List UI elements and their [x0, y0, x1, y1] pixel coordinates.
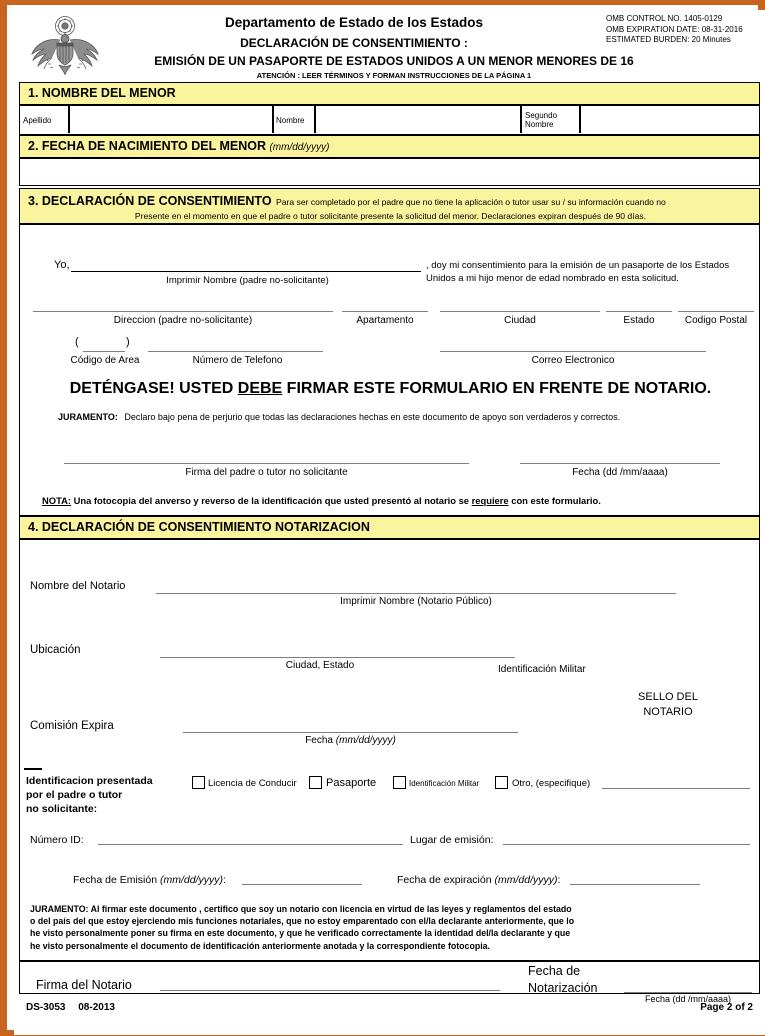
form-title-line-2: EMISIÓN DE UN PASAPORTE DE ESTADOS UNIDOS A UN MENOR MENORES DE 16	[154, 54, 634, 68]
section-4-header	[19, 516, 760, 539]
input-correo-electronico[interactable]	[440, 337, 706, 350]
agency-title: Departamento de Estado de los Estados	[224, 15, 484, 30]
rule-codigo-postal	[678, 311, 754, 312]
rule-estado	[606, 311, 672, 312]
input-fecha-emision[interactable]	[242, 871, 362, 884]
input-nombre-notario[interactable]	[156, 578, 676, 593]
input-numero-telefono[interactable]	[148, 337, 323, 350]
caption-ciudad: Ciudad	[504, 315, 536, 326]
notary-oath-label: JURAMENTO:	[30, 904, 89, 914]
stop-notice	[20, 380, 761, 398]
caption-apartamento: Apartamento	[356, 315, 414, 326]
notary-oath-line-1	[30, 903, 752, 915]
input-comision-expira[interactable]	[183, 717, 518, 732]
label-fecha-emision	[73, 874, 226, 886]
caption-estado: Estado	[623, 315, 655, 326]
section-4-title: 4. DECLARACIÓN DE CONSENTIMIENTO NOTARIZACION	[28, 520, 370, 534]
rule-fecha-emision	[242, 884, 362, 885]
section-3-body	[19, 224, 760, 516]
nota-text-a: Una fotocopia del anverso y reverso de la identificación que usted presentó al notario se	[71, 495, 472, 506]
input-codigo-area[interactable]	[83, 337, 125, 350]
paren-close: )	[126, 336, 130, 348]
section-4-body	[19, 539, 760, 1004]
nota-emphasis: requiere	[471, 495, 509, 506]
checkbox-pasaporte[interactable]	[309, 776, 322, 789]
checkbox-label-licencia-de-conducir[interactable]: Licencia de Conducir	[208, 778, 297, 789]
input-imprimir-nombre[interactable]	[71, 255, 421, 270]
input-direccion[interactable]	[33, 297, 333, 310]
label-segundo-nombre	[525, 111, 577, 129]
divider-notary-signature	[20, 960, 759, 962]
caption-imprimir-nombre: Imprimir Nombre (padre no-solicitante)	[166, 275, 329, 286]
label-fecha-notarizacion	[528, 963, 638, 997]
caption-fecha-comision-label: Fecha	[305, 735, 336, 746]
rule-fecha-firma	[520, 463, 720, 464]
caption-fecha-comision	[183, 735, 518, 746]
rule-apartamento	[342, 311, 428, 312]
section-2-format-hint: (mm/dd/yyyy)	[269, 142, 330, 153]
caption-fecha-notarizacion: Fecha (dd /mm/aaaa)	[644, 994, 732, 1004]
section-2-title: 2. FECHA DE NACIMIENTO DEL MENOR	[28, 139, 266, 153]
input-nombre[interactable]	[315, 106, 520, 133]
caption-identificacion-militar: Identificación Militar	[498, 664, 586, 675]
divider-2	[272, 106, 274, 133]
rule-comision-expira	[183, 732, 518, 733]
id-presented-label-line-1: Identificacion presentada	[26, 775, 153, 787]
rule-direccion	[33, 311, 333, 312]
rule-imprimir-nombre	[71, 271, 421, 272]
label-fecha-notarizacion-line-2: Notarización	[528, 981, 598, 995]
label-segundo-nombre-line-1: Segundo	[525, 111, 558, 120]
caption-correo-electronico: Correo Electronico	[531, 355, 615, 366]
label-fecha-expiracion-text: Fecha de expiración	[397, 874, 495, 886]
stop-notice-emphasis: DEBE	[237, 380, 283, 397]
section-3-desc-line-1: Para ser completado por el padre que no tiene la aplicación o tutor usar su / su información cuando no	[276, 197, 666, 207]
juramento-text: Declaro bajo pena de perjurio que todas las declaraciones hechas en este documento de apoyo son verdaderos y correctos.	[124, 412, 621, 422]
divider-4	[520, 106, 522, 133]
consent-text-line-1: , doy mi consentimiento para la emisión de un pasaporte de los Estados	[426, 260, 730, 271]
notary-seal-placeholder	[598, 690, 738, 720]
checkbox-licencia-de-conducir[interactable]	[192, 776, 205, 789]
omb-block	[606, 14, 761, 46]
caption-fecha-comision-format: (mm/dd/yyyy)	[335, 735, 396, 746]
notary-oath-text-1: Al firmar este documento , certifico que soy un notario con licencia en virtud de las leyes y reglamentos del estado	[88, 904, 572, 914]
nota-statement	[42, 495, 742, 506]
label-fecha-emision-text: Fecha de Emisión	[73, 874, 160, 886]
label-yo: Yo,	[54, 259, 70, 271]
section-3-title: 3. DECLARACIÓN DE CONSENTIMIENTO	[28, 194, 272, 208]
notary-seal-line-1: SELLO DEL	[638, 691, 698, 703]
form-title-line-1: DECLARACIÓN DE CONSENTIMIENTO :	[240, 36, 468, 50]
form-header	[14, 10, 765, 80]
label-fecha-expiracion-colon: :	[557, 874, 561, 886]
juramento-statement	[58, 412, 748, 422]
section-2-header	[19, 135, 760, 158]
caption-firma-padre: Firma del padre o tutor no solicitante	[185, 467, 348, 478]
input-numero-id[interactable]	[98, 831, 403, 844]
omb-estimated-burden: ESTIMATED BURDEN: 20 Minutes	[606, 35, 731, 44]
checkbox-label-identificacion-militar[interactable]: Identificación Militar	[409, 779, 480, 788]
rule-correo-electronico	[440, 351, 706, 352]
tick-mark	[24, 768, 42, 770]
nota-label: NOTA:	[42, 495, 71, 506]
section-1-title: 1. NOMBRE DEL MENOR	[28, 86, 176, 100]
input-codigo-postal[interactable]	[678, 297, 754, 310]
label-fecha-expiracion	[397, 874, 560, 886]
section-1-header	[19, 82, 760, 105]
input-segundo-nombre[interactable]	[580, 106, 757, 133]
us-great-seal-eagle-icon	[29, 15, 101, 77]
rule-firma-padre	[64, 463, 469, 464]
omb-control-number: OMB CONTROL NO. 1405-0129	[606, 14, 723, 23]
label-apellido: Apellido	[23, 116, 52, 125]
caption-fecha-firma: Fecha (dd /mm/aaaa)	[572, 467, 668, 478]
label-fecha-emision-colon: :	[222, 874, 226, 886]
input-apartamento[interactable]	[342, 297, 428, 310]
id-presented-label	[26, 774, 186, 816]
label-lugar-emision: Lugar de emisión:	[410, 834, 494, 846]
footer-form-id	[26, 1002, 115, 1013]
rule-numero-id	[98, 844, 403, 845]
label-fecha-notarizacion-line-1: Fecha de	[528, 964, 581, 978]
id-presented-label-line-2: por el padre o tutor	[26, 789, 123, 801]
footer-form-number: DS-3053	[26, 1002, 66, 1013]
input-fecha-firma[interactable]	[520, 447, 720, 462]
caption-direccion: Direccion (padre no-solicitante)	[113, 315, 253, 326]
section-1-name-row	[19, 105, 760, 135]
label-fecha-emision-format: (mm/dd/yyyy)	[159, 874, 223, 886]
rule-lugar-emision	[503, 844, 750, 845]
label-fecha-expiracion-format: (mm/dd/yyyy)	[494, 874, 558, 886]
rule-fecha-notarizacion	[624, 992, 752, 993]
input-fecha-expiracion[interactable]	[570, 871, 700, 884]
rule-ubicacion	[160, 657, 515, 658]
input-estado[interactable]	[606, 297, 672, 310]
paren-open: (	[75, 336, 79, 348]
notary-oath-line-3: he visto personalmente poner su firma en este documento, y que he verificado correctamente la identidad del/la declarante y que	[30, 928, 571, 939]
rule-codigo-area	[83, 351, 125, 352]
rule-nombre-notario	[156, 593, 676, 594]
label-numero-id: Número ID:	[30, 834, 84, 846]
input-otro-especifique[interactable]	[602, 774, 750, 788]
caption-numero-telefono: Número de Telefono	[192, 355, 283, 366]
juramento-label: JURAMENTO:	[58, 412, 118, 422]
footer-form-date: 08-2013	[78, 1002, 115, 1013]
caption-codigo-postal: Codigo Postal	[684, 315, 748, 326]
label-firma-notario: Firma del Notario	[36, 978, 132, 992]
caption-ciudad-estado: Ciudad, Estado	[285, 660, 355, 671]
label-nombre-notario: Nombre del Notario	[30, 580, 126, 592]
consent-text-line-2: Unidos a mi hijo menor de edad nombrado en esta solicitud.	[426, 273, 679, 284]
checkbox-identificacion-militar[interactable]	[393, 776, 406, 789]
input-firma-notario[interactable]	[160, 975, 500, 990]
form-attention-note: ATENCIÓN : LEER TÉRMINOS Y FORMAN INSTRUCCIONES DE LA PÁGINA 1	[256, 71, 532, 80]
input-fecha-nacimiento[interactable]	[19, 158, 760, 186]
input-fecha-notarizacion[interactable]	[624, 978, 752, 992]
input-ubicacion[interactable]	[160, 642, 515, 657]
section-3-desc-line-2: Presente en el momento en que el padre o tutor solicitante presente la solicitud del menor. Declaraciones expiran después de 90 días.	[134, 211, 647, 221]
checkbox-label-otro[interactable]: Otro, (especifique)	[512, 778, 591, 789]
notary-oath-line-2: o del país del que estoy ejerciendo mis funciones notariales, que no estoy emparentado con el/la declarante anteriormente, que lo	[30, 916, 575, 927]
checkbox-label-pasaporte[interactable]: Pasaporte	[326, 777, 377, 789]
notary-oath	[30, 903, 752, 952]
notary-oath-line-4: he visto personalmente el documento de identificación anteriormente anotada y la correspondiente fotocopia.	[30, 940, 490, 951]
stop-notice-post: FIRMAR ESTE FORMULARIO EN FRENTE DE NOTARIO.	[282, 380, 712, 397]
id-presented-label-line-3: no solicitante:	[26, 803, 98, 815]
label-nombre: Nombre	[276, 116, 305, 125]
section-3-header	[19, 188, 760, 224]
omb-expiration-date: OMB EXPIRATION DATE: 08-31-2016	[606, 24, 743, 34]
footer-page-number: Page 2 of 2	[700, 1002, 753, 1013]
rule-firma-notario	[160, 990, 500, 991]
label-segundo-nombre-line-2: Nombre	[525, 120, 554, 129]
input-ciudad[interactable]	[440, 297, 600, 310]
form-inner	[14, 10, 765, 1035]
checkbox-otro[interactable]	[495, 776, 508, 789]
label-ubicacion: Ubicación	[30, 644, 81, 656]
label-comision-expira: Comisión Expira	[30, 720, 114, 732]
consent-text	[426, 259, 736, 285]
input-apellido[interactable]	[69, 106, 272, 133]
input-lugar-emision[interactable]	[503, 831, 750, 844]
rule-fecha-expiracion	[570, 884, 700, 885]
nota-text-b: con este formulario.	[508, 495, 601, 506]
stop-notice-pre: DETÉNGASE! USTED	[69, 380, 238, 397]
caption-imprimir-nombre-notario: Imprimir Nombre (Notario Público)	[340, 596, 492, 607]
rule-ciudad	[440, 311, 600, 312]
rule-numero-telefono	[148, 351, 323, 352]
notary-seal-line-2: NOTARIO	[643, 706, 693, 718]
rule-otro-especifique	[602, 788, 750, 789]
input-firma-padre[interactable]	[64, 447, 469, 462]
caption-codigo-area: Código de Area	[70, 355, 140, 366]
